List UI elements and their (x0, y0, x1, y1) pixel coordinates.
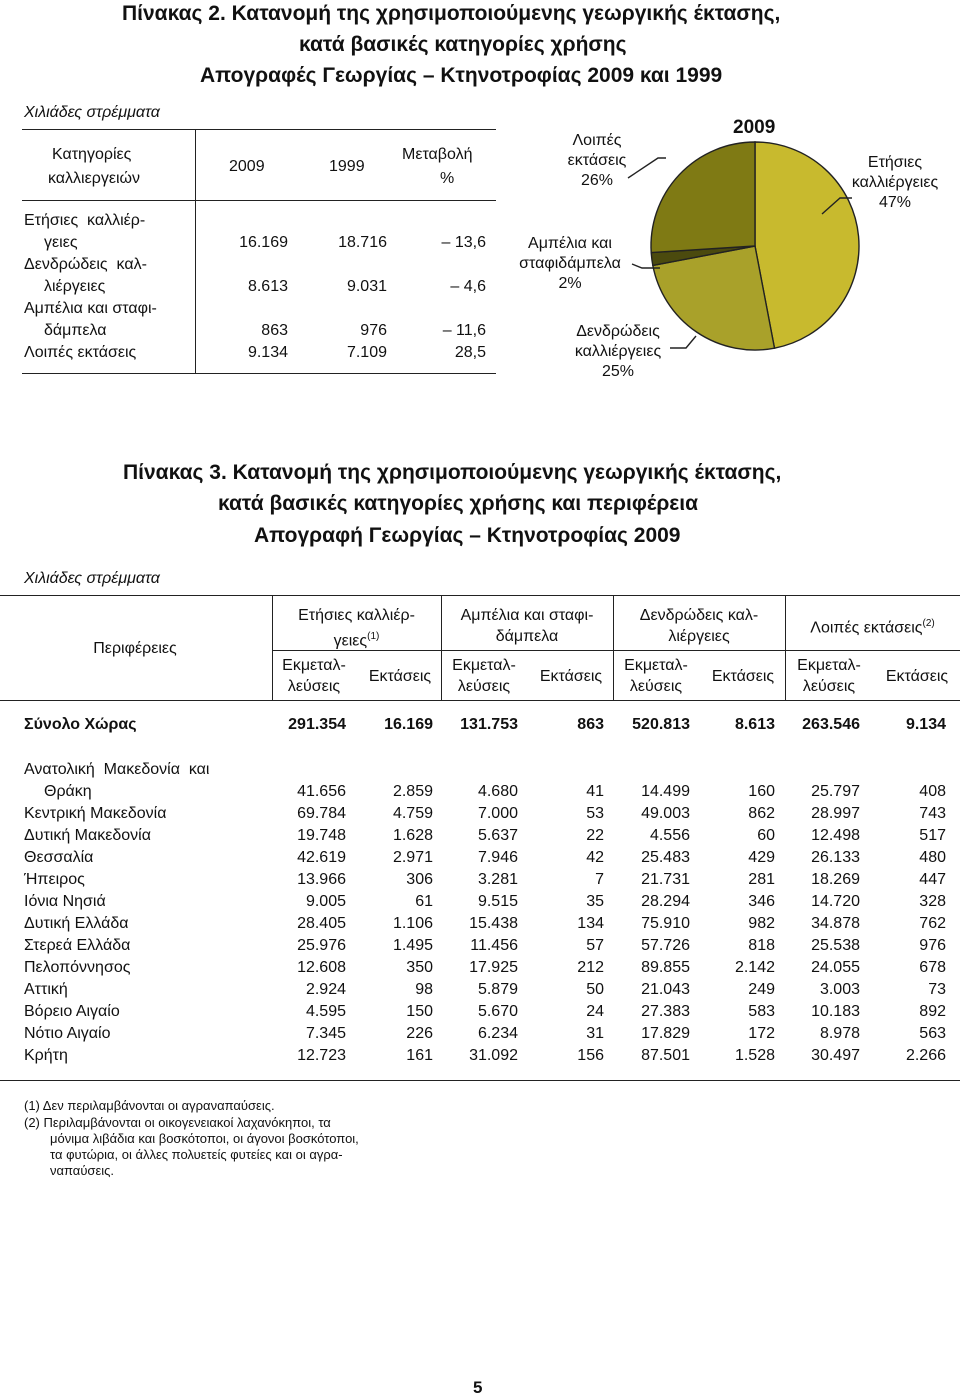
table3-cell: 21.731 (641, 871, 690, 888)
table2-row-trees-2009: 8.613 (247, 278, 288, 295)
table3-subheader-rule-3 (613, 650, 785, 651)
table3-cell: 42.619 (297, 849, 346, 866)
table3-cell: 4.595 (305, 1003, 346, 1020)
table3-total-cell: 520.813 (632, 716, 690, 733)
table2-row-annual-name-2: γειες (44, 234, 78, 251)
table3-cell: 1.628 (392, 827, 433, 844)
table3-cell: 28.294 (641, 893, 690, 910)
table3-cell: 563 (919, 1025, 946, 1042)
table3-cell: 41 (586, 783, 604, 800)
table3-cell: 50 (586, 981, 604, 998)
table3-subheader-annual-area: Εκτάσεις (368, 668, 432, 685)
pie-label-annual-line-2: καλλιέργειες (851, 174, 939, 191)
pie-label-annual-line-1: Ετήσιες (867, 154, 923, 171)
footnote-2-line-2: μόνιμα λιβάδια και βοσκότοποι, οι άγονοι βοσκότοποι, (50, 1131, 359, 1146)
table3-cell: 87.501 (641, 1047, 690, 1064)
table3-unit: Χιλιάδες στρέμματα (24, 570, 160, 587)
table3-row-name: Κρήτη (24, 1047, 68, 1064)
table3-subheader-rule-2 (441, 650, 613, 651)
table3-subheader-annual-holdings (272, 655, 356, 697)
table3-header-tree (613, 605, 785, 647)
pie-label-other (530, 131, 664, 191)
table2-row-trees-name-2: λιέργειες (44, 278, 106, 295)
table3-cell: 10.183 (811, 1003, 860, 1020)
table3-subheader-vine-area: Εκτάσεις (539, 668, 603, 685)
table3-cell: 26.133 (811, 849, 860, 866)
table3-row-name: Δυτική Μακεδονία (24, 827, 151, 844)
table2-header-1999: 1999 (329, 158, 365, 175)
table3-cell: 2.924 (305, 981, 346, 998)
table3-cell: 42 (586, 849, 604, 866)
table3-row-name: Νότιο Αιγαίο (24, 1025, 111, 1042)
table3-cell: 8.978 (819, 1025, 860, 1042)
table3-cell: 249 (748, 981, 775, 998)
table2-header-category-2: καλλιεργειών (48, 170, 141, 187)
table3-cell: 75.910 (641, 915, 690, 932)
table3-cell: 346 (748, 893, 775, 910)
table2-row-vines-1999: 976 (360, 322, 387, 339)
table3-cell: 18.269 (811, 871, 860, 888)
table3-cell: 4.759 (392, 805, 433, 822)
pie-label-vine-pct: 2% (558, 275, 582, 292)
table3-subheader-tree-area: Εκτάσεις (711, 668, 775, 685)
table2-header-category-1: Κατηγορίες (52, 146, 132, 163)
footnote-2-line-1: (2) Περιλαμβάνονται οι οικογενειακοί λαχανόκηποι, τα (24, 1115, 331, 1130)
table3-cell: 69.784 (297, 805, 346, 822)
table3-row-name: Στερεά Ελλάδα (24, 937, 131, 954)
table2-title-line-2: κατά βασικές κατηγορίες χρήσης (299, 33, 627, 56)
table3-header-vine-line-2: δάμπελα (495, 628, 559, 645)
table3-cell: 2.971 (392, 849, 433, 866)
table3-cell: 762 (919, 915, 946, 932)
table3-cell: 49.003 (641, 805, 690, 822)
table3-cell: 7.000 (477, 805, 518, 822)
table3-cell: 34.878 (811, 915, 860, 932)
table3-cell: 212 (577, 959, 604, 976)
table3-subheader-tree-holdings-1: Εκμεταλ- (624, 657, 688, 674)
table3-cell: 22 (586, 827, 604, 844)
table3-cell: 156 (577, 1047, 604, 1064)
table3-title-line-1: Πίνακας 3. Κατανομή της χρησιμοποιούμενης γεωργικής έκτασης, (123, 461, 782, 484)
table3-cell: 12.498 (811, 827, 860, 844)
table2-header-change-1: Μεταβολή (402, 146, 473, 163)
table3-total-name: Σύνολο Χώρας (24, 716, 137, 733)
table3-cell: 89.855 (641, 959, 690, 976)
table3-cell: 12.723 (297, 1047, 346, 1064)
table3-subheader-annual-holdings-2: λεύσεις (287, 678, 341, 695)
table3-cell: 976 (919, 937, 946, 954)
table2-row-annual-change: – 13,6 (441, 234, 486, 251)
table3-cell: 41.656 (297, 783, 346, 800)
table3-row-name: Ιόνια Νησιά (24, 893, 106, 910)
table3-cell: 31.092 (469, 1047, 518, 1064)
table3-cell: 517 (919, 827, 946, 844)
table3-cell: 24.055 (811, 959, 860, 976)
table3-header-annual-line-2 (272, 626, 441, 651)
table3-cell: 4.556 (649, 827, 690, 844)
table3-cell: 7.946 (477, 849, 518, 866)
table3-cell: 15.438 (469, 915, 518, 932)
table3-header-annual-line-1: Ετήσιες καλλιέρ- (298, 607, 415, 624)
table2-header-rule (22, 200, 496, 201)
table3-header-regions: Περιφέρειες (93, 640, 177, 657)
table2-unit: Χιλιάδες στρέμματα (24, 104, 160, 121)
pie-title: 2009 (733, 117, 776, 138)
table3-subheader-other-area: Εκτάσεις (885, 668, 949, 685)
table3-cell: 1.495 (392, 937, 433, 954)
table3-header-other (785, 613, 960, 638)
table3-cell: 6.234 (477, 1025, 518, 1042)
table3-cell: 350 (406, 959, 433, 976)
table3-subheader-vine-holdings-1: Εκμεταλ- (452, 657, 516, 674)
table2-row-other-2009: 9.134 (247, 344, 288, 361)
table2-header-2009: 2009 (229, 158, 265, 175)
table3-cell: 27.383 (641, 1003, 690, 1020)
table2-divider (195, 129, 196, 373)
table3-cell: 862 (748, 805, 775, 822)
table3-cell: 134 (577, 915, 604, 932)
table3-total-cell: 291.354 (288, 716, 346, 733)
table3-cell: 28.997 (811, 805, 860, 822)
table3-header-tree-line-1: Δενδρώδεις καλ- (639, 607, 759, 624)
table3-cell: 281 (748, 871, 775, 888)
table3-cell: 1.106 (392, 915, 433, 932)
pie-label-other-pct: 26% (580, 172, 614, 189)
table3-bottom-rule (0, 1080, 960, 1081)
table3-cell: 19.748 (297, 827, 346, 844)
table3-header-other-text: Λοιπές εκτάσεις (810, 619, 923, 637)
table3-cell: 53 (586, 805, 604, 822)
table3-cell: 57 (586, 937, 604, 954)
table2-header-change-2: % (440, 170, 455, 187)
table3-cell: 9.515 (477, 893, 518, 910)
pie-slice-3 (651, 142, 755, 253)
table3-cell: 60 (757, 827, 775, 844)
table3-row-name: Δυτική Ελλάδα (24, 915, 129, 932)
table3-total-cell: 863 (577, 716, 604, 733)
table3-row-name: Κεντρική Μακεδονία (24, 805, 167, 822)
table2-row-trees-change: – 4,6 (450, 278, 486, 295)
table2-title-line-3: Απογραφές Γεωργίας – Κτηνοτροφίας 2009 και 1999 (200, 64, 723, 87)
footnote-2-line-3: τα φυτώρια, οι άλλες πολυετείς φυτείες και οι αγρα- (50, 1147, 343, 1162)
table3-cell: 328 (919, 893, 946, 910)
table3-cell: 226 (406, 1025, 433, 1042)
table2-top-rule (22, 129, 496, 130)
table3-cell: 25.538 (811, 937, 860, 954)
table3-row-name: Αττική (24, 981, 68, 998)
table2-row-vines-2009: 863 (261, 322, 288, 339)
table3-cell: 5.879 (477, 981, 518, 998)
table3-cell: 892 (919, 1003, 946, 1020)
table3-subheader-rule-4 (785, 650, 960, 651)
table3-cell: 17.925 (469, 959, 518, 976)
table3-cell: 982 (748, 915, 775, 932)
pie-label-tree (556, 322, 680, 382)
table3-subheader-tree-holdings-2: λεύσεις (629, 678, 683, 695)
table3-cell: 61 (415, 893, 433, 910)
table3-cell: 583 (748, 1003, 775, 1020)
table2-bottom-rule (22, 373, 496, 374)
table3-cell: 447 (919, 871, 946, 888)
table3-row-name: Βόρειο Αιγαίο (24, 1003, 120, 1020)
table3-cell: 7 (595, 871, 604, 888)
footnote-1: (1) Δεν περιλαμβάνονται οι αγραναπαύσεις. (24, 1098, 275, 1113)
table3-cell: 2.859 (392, 783, 433, 800)
table3-cell: 4.680 (477, 783, 518, 800)
table3-cell: 25.976 (297, 937, 346, 954)
table3-cell: 35 (586, 893, 604, 910)
table3-cell: 2.142 (734, 959, 775, 976)
table2-row-vines-name-2: δάμπελα (44, 322, 107, 339)
table3-cell: 13.966 (297, 871, 346, 888)
table3-row-name: Θεσσαλία (24, 849, 94, 866)
table3-cell: 172 (748, 1025, 775, 1042)
footnote-ref-2: (2) (922, 618, 935, 629)
table3-cell: 408 (919, 783, 946, 800)
table3-cell: 161 (406, 1047, 433, 1064)
table3-cell: 743 (919, 805, 946, 822)
table2-row-other-name: Λοιπές εκτάσεις (24, 344, 137, 361)
table3-title-line-2: κατά βασικές κατηγορίες χρήσης και περιφέρεια (218, 492, 699, 515)
table2-row-other-change: 28,5 (454, 344, 486, 361)
table3-header-vine (441, 605, 613, 647)
table3-row-name: Πελοπόννησος (24, 959, 131, 976)
table3-cell: 11.456 (470, 937, 518, 954)
table2-row-vines-name-1: Αμπέλια και σταφι- (24, 300, 157, 317)
table3-header-annual (272, 605, 441, 651)
table3-cell: 3.281 (477, 871, 518, 888)
pie-label-other-line-2: εκτάσεις (567, 152, 627, 169)
table3-total-cell: 9.134 (905, 716, 946, 733)
pie-label-tree-line-2: καλλιέργειες (574, 343, 662, 360)
table3-header-rule (0, 700, 960, 701)
table3-cell: 30.497 (811, 1047, 860, 1064)
pie-label-annual (830, 153, 960, 213)
table3-cell: 98 (415, 981, 433, 998)
table3-cell: 429 (748, 849, 775, 866)
table3-cell: 25.483 (641, 849, 690, 866)
table3-header-vine-line-1: Αμπέλια και σταφι- (460, 607, 594, 624)
table3-total-cell: 8.613 (734, 716, 775, 733)
table3-subheader-other-holdings (785, 655, 873, 697)
table3-subheader-other-holdings-2: λεύσεις (802, 678, 856, 695)
table3-cell: 31 (586, 1025, 604, 1042)
table3-cell: 3.003 (819, 981, 860, 998)
footnote-2-line-4: ναπαύσεις. (50, 1163, 115, 1178)
table3-total-cell: 131.753 (460, 716, 518, 733)
pie-label-vine-line-2: σταφιδάμπελα (519, 255, 621, 272)
table3-cell: 818 (748, 937, 775, 954)
table2-title-line-1: Πίνακας 2. Κατανομή της χρησιμοποιούμενης γεωργικής έκτασης, (122, 2, 781, 25)
table3-subheader-other-holdings-1: Εκμεταλ- (797, 657, 861, 674)
table3-total-cell: 16.169 (384, 716, 433, 733)
table3-cell: 678 (919, 959, 946, 976)
pie-label-tree-pct: 25% (601, 363, 635, 380)
table3-total-cell: 263.546 (802, 716, 860, 733)
table3-cell: 25.797 (811, 783, 860, 800)
table3-subheader-tree-holdings (613, 655, 699, 697)
table2-row-other-1999: 7.109 (346, 344, 387, 361)
table3-header-annual-line-2-text: γειες (333, 632, 368, 650)
footnote-ref-1: (1) (367, 631, 380, 642)
table3-cell: 2.266 (905, 1047, 946, 1064)
table2-row-annual-2009: 16.169 (239, 234, 288, 251)
table3-cell: 14.720 (811, 893, 860, 910)
table3-cell: 24 (586, 1003, 604, 1020)
table3-row-name: Ήπειρος (24, 871, 85, 888)
table3-cell: 150 (406, 1003, 433, 1020)
table3-cell: 5.670 (477, 1003, 518, 1020)
table3-cell: 14.499 (641, 783, 690, 800)
table3-cell: 7.345 (305, 1025, 346, 1042)
table3-cell: 5.637 (477, 827, 518, 844)
table3-cell: 160 (748, 783, 775, 800)
page-number: 5 (473, 1378, 483, 1397)
table3-cell: 17.829 (641, 1025, 690, 1042)
table3-cell: 1.528 (734, 1047, 775, 1064)
table3-cell: 12.608 (297, 959, 346, 976)
table3-cell: 306 (406, 871, 433, 888)
table3-cell: 21.043 (641, 981, 690, 998)
table3-subheader-vine-holdings-2: λεύσεις (457, 678, 511, 695)
pie-label-annual-pct: 47% (878, 194, 912, 211)
table2-row-annual-1999: 18.716 (338, 234, 387, 251)
table3-cell: 480 (919, 849, 946, 866)
table3-row-name-line-1: Ανατολική Μακεδονία και (24, 761, 210, 778)
table3-cell: 73 (928, 981, 946, 998)
pie-label-other-line-1: Λοιπές (572, 132, 622, 149)
table2-row-trees-1999: 9.031 (346, 278, 387, 295)
pie-label-vine (508, 234, 632, 294)
table3-top-rule (0, 595, 960, 596)
table2-row-trees-name-1: Δενδρώδεις καλ- (24, 256, 147, 273)
table3-cell: 9.005 (305, 893, 346, 910)
table3-subheader-vine-holdings (441, 655, 527, 697)
pie-label-vine-line-1: Αμπέλια και (528, 235, 612, 252)
table3-title-line-3: Απογραφή Γεωργίας – Κτηνοτροφίας 2009 (254, 524, 681, 547)
table2-row-annual-name-1: Ετήσιες καλλιέρ- (24, 212, 146, 229)
table3-row-name: Θράκη (44, 783, 92, 800)
table3-cell: 57.726 (641, 937, 690, 954)
table3-cell: 28.405 (297, 915, 346, 932)
pie-label-tree-line-1: Δενδρώδεις (576, 323, 660, 340)
table3-header-tree-line-2: λιέργειες (668, 628, 730, 645)
table3-subheader-annual-holdings-1: Εκμεταλ- (282, 657, 346, 674)
table2-row-vines-change: – 11,6 (442, 322, 486, 339)
